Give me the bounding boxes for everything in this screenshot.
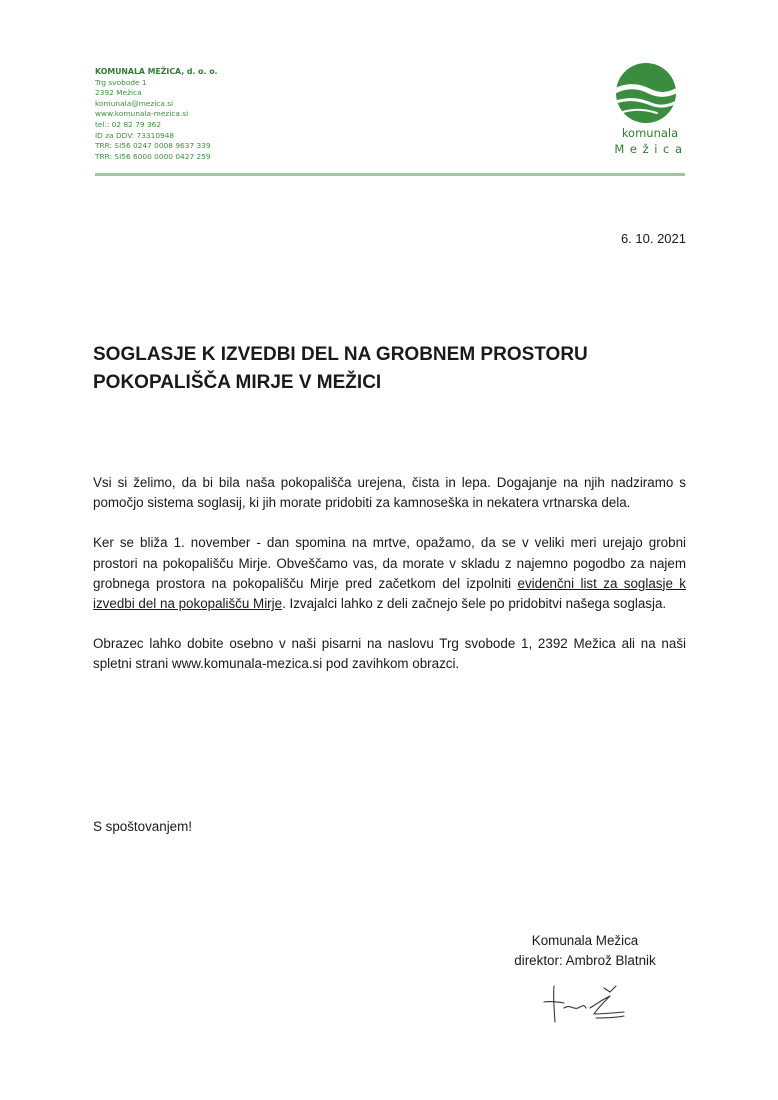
company-vat-id: ID za DDV: 73310948 (95, 130, 175, 140)
paragraph-2 (93, 533, 686, 614)
address-street: Trg svobode 1 (95, 77, 147, 87)
bank-account-2: TRR: SI56 6000 0000 0427 259 (95, 151, 211, 161)
letter-date: 6. 10. 2021 (620, 231, 686, 246)
closing-greeting: S spoštovanjem! (93, 819, 192, 834)
company-phone: tel.: 02 82 79 362 (95, 119, 162, 129)
title-line-1: SOGLASJE K IZVEDBI DEL NA GROBNEM PROSTORU (93, 344, 588, 365)
address-city: 2392 Mežica (95, 88, 142, 98)
company-name: KOMUNALA MEŽICA, d. o. o. (95, 67, 218, 76)
signatory-block (470, 931, 700, 971)
paragraph-1: Vsi si želimo, da bi bila naša pokopališča urejena, čista in lepa. Dogajanje na njih nadziramo s pomočjo sistema soglasij, ki jih morate pridobiti za kamnoseška in nekatera vrtnarska dela. (93, 475, 686, 511)
paragraph-2-text-a: Ker se bliža 1. november - dan spomina na mrtve, opažamo, da se v veliki meri urejajo grobni prostori na pokopališču Mirje. Obveščamo vas, da morate v skladu z najemno pogodbo za najem grobnega prostora na pokopališču Mirje pred začetkom del izpolniti (93, 535, 686, 591)
company-website: www.komunala-mezica.si (95, 109, 189, 119)
title-line-2: POKOPALIŠČA MIRJE V MEŽICI (93, 372, 382, 393)
logo-text-komunala: komunala (621, 126, 679, 140)
paragraph-2-text-b: . Izvajalci lahko z deli začnejo šele po pridobitvi našega soglasja. (282, 596, 667, 612)
company-logo (611, 62, 691, 162)
logo-text-mezica: Mežica (614, 142, 688, 156)
form-reference-link[interactable]: evidenčni list za soglasje k izvedbi del na pokopališču Mirje (93, 575, 686, 612)
letter-title (93, 341, 693, 397)
company-contact-block (95, 67, 218, 162)
letter-body (93, 473, 686, 695)
company-email: komunala@mezica.si (95, 98, 174, 108)
logo-circle-icon (615, 62, 677, 124)
paragraph-3: Obrazec lahko dobite osebno v naši pisarni na naslovu Trg svobode 1, 2392 Mežica ali na naši spletni strani www.komunala-mezica.si pod zavihkom obrazci. (93, 636, 686, 672)
signatory-role: direktor: Ambrož Blatnik (514, 953, 656, 968)
signatory-org: Komunala Mežica (531, 933, 639, 948)
handwritten-signature (540, 978, 630, 1028)
bank-account-1: TRR: SI56 0247 0008 9637 339 (95, 141, 211, 151)
header-divider (95, 173, 685, 176)
